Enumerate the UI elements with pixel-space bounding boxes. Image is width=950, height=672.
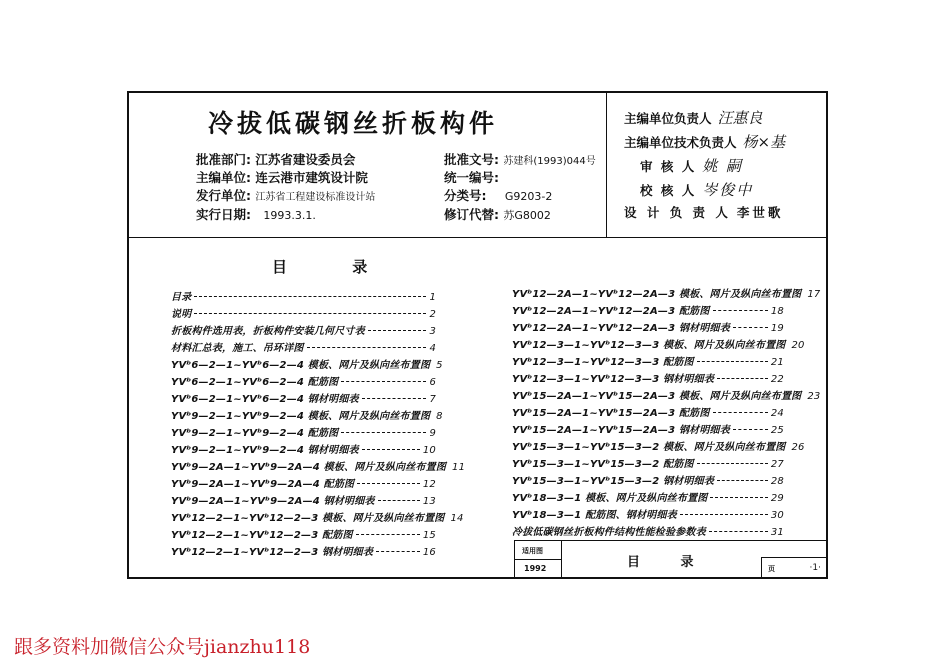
toc-entry-text: YVᵇ12—3—1~YVᵇ12—3—3 钢材明细表 bbox=[512, 374, 715, 385]
toc-entry-text: YVᵇ12—2—1~YVᵇ12—2—3 配筋图 bbox=[171, 530, 353, 541]
toc-entry-page: 31 bbox=[770, 527, 784, 538]
toc-entry-text: YVᵇ9—2A—1~YVᵇ9—2A—4 模板、网片及纵向丝布置图 bbox=[171, 462, 447, 473]
toc-entry-text: YVᵇ15—3—1~YVᵇ15—3—2 模板、网片及纵向丝布置图 bbox=[512, 442, 786, 453]
toc-entry-page: 1 bbox=[429, 292, 436, 303]
toc-entry bbox=[171, 373, 436, 388]
toc-leader bbox=[697, 463, 768, 464]
toc-entry bbox=[512, 523, 784, 538]
resp-chief-unit: 主编单位负责人 汪惠良 bbox=[624, 109, 763, 127]
resp-designer: 设 计 负 责 人 李世歌 bbox=[624, 205, 784, 220]
toc-entry bbox=[171, 526, 436, 541]
toc-entry-page: 21 bbox=[770, 357, 784, 368]
toc-entry bbox=[171, 407, 443, 422]
toc-entry bbox=[171, 492, 436, 507]
toc-entry bbox=[171, 390, 436, 405]
toc-entry-text: 说明 bbox=[171, 309, 192, 320]
chief-editor-unit: 主编单位: 连云港市建筑设计院 bbox=[196, 170, 368, 185]
toc-leader bbox=[733, 327, 768, 328]
toc-entry-text: 折板构件选用表，折板构件安装几何尺寸表 bbox=[171, 326, 365, 337]
toc-leader bbox=[194, 313, 426, 314]
toc-entry-text: YVᵇ12—3—1~YVᵇ12—3—3 配筋图 bbox=[512, 357, 694, 368]
toc-entry-page: 19 bbox=[770, 323, 784, 334]
toc-leader bbox=[378, 500, 420, 501]
toc-entry-page: 6 bbox=[429, 377, 436, 388]
title-block bbox=[514, 540, 827, 578]
toc-entry-text: YVᵇ12—2A—1~YVᵇ12—2A—3 模板、网片及纵向丝布置图 bbox=[512, 289, 802, 300]
toc-leader bbox=[713, 310, 768, 311]
title-block-name: 目 录 bbox=[627, 555, 712, 570]
toc-leader bbox=[680, 514, 768, 515]
toc-entry-page: 2 bbox=[429, 309, 436, 320]
toc-entry bbox=[512, 472, 784, 487]
toc-leader bbox=[717, 378, 768, 379]
signature: 岑俊中 bbox=[702, 181, 754, 199]
toc-leader bbox=[697, 361, 768, 362]
toc-entry-text: YVᵇ12—2A—1~YVᵇ12—2A—3 钢材明细表 bbox=[512, 323, 730, 334]
toc-entry-text: YVᵇ6—2—1~YVᵇ6—2—4 模板、网片及纵向丝布置图 bbox=[171, 360, 431, 371]
toc-entry-page: 20 bbox=[791, 340, 805, 351]
toc-entry-page: 15 bbox=[422, 530, 436, 541]
toc-entry bbox=[512, 302, 784, 317]
toc-entry bbox=[171, 305, 436, 320]
toc-entry-text: YVᵇ15—3—1~YVᵇ15—3—2 钢材明细表 bbox=[512, 476, 715, 487]
toc-leader bbox=[710, 497, 767, 498]
toc-entry-text: YVᵇ12—3—1~YVᵇ12—3—3 模板、网片及纵向丝布置图 bbox=[512, 340, 786, 351]
toc-entry-text: 材料汇总表，施工、吊环详图 bbox=[171, 343, 304, 354]
toc-entry bbox=[171, 288, 436, 303]
toc-entry-page: 8 bbox=[436, 411, 443, 422]
toc-entry bbox=[171, 543, 436, 558]
toc-entry bbox=[512, 489, 784, 504]
toc-entry bbox=[171, 339, 436, 354]
toc-entry-page: 22 bbox=[770, 374, 784, 385]
toc-leader bbox=[356, 534, 420, 535]
toc-entry-text: 目录 bbox=[171, 292, 192, 303]
title-block-page-label: 页 bbox=[768, 565, 775, 573]
toc-entry-text: YVᵇ6—2—1~YVᵇ6—2—4 配筋图 bbox=[171, 377, 339, 388]
classification-number: 分类号: G9203-2 bbox=[444, 188, 553, 203]
toc-entry-page: 23 bbox=[807, 391, 821, 402]
toc-leader bbox=[341, 381, 426, 382]
signature: 李世歌 bbox=[736, 205, 784, 220]
toc-entry bbox=[171, 475, 436, 490]
publisher-unit: 发行单位: 江苏省工程建设标准设计站 bbox=[196, 188, 376, 203]
toc-entry-text: YVᵇ9—2—1~YVᵇ9—2—4 钢材明细表 bbox=[171, 445, 359, 456]
toc-entry-page: 30 bbox=[770, 510, 784, 521]
toc-entry-page: 3 bbox=[429, 326, 436, 337]
toc-entry bbox=[512, 370, 784, 385]
revision-replaces: 修订代替: 苏G8002 bbox=[444, 207, 551, 222]
toc-leader bbox=[709, 531, 768, 532]
watermark-text: 跟多资料加微信公众号jianzhu118 bbox=[14, 636, 311, 658]
signature: 汪惠良 bbox=[717, 109, 763, 127]
toc-entry-page: 5 bbox=[436, 360, 443, 371]
toc-leader bbox=[362, 449, 420, 450]
toc-leader bbox=[376, 551, 420, 552]
toc-entry-page: 24 bbox=[770, 408, 784, 419]
toc-entry-page: 9 bbox=[429, 428, 436, 439]
toc-entry bbox=[512, 455, 784, 470]
approval-number: 批准文号: 苏建科(1993)044号 bbox=[444, 152, 596, 167]
toc-entry-page: 26 bbox=[791, 442, 805, 453]
title-block-label-bottom: 1992 bbox=[524, 564, 547, 573]
toc-entry-text: YVᵇ15—2A—1~YVᵇ15—2A—3 模板、网片及纵向丝布置图 bbox=[512, 391, 802, 402]
toc-entry-page: 14 bbox=[450, 513, 464, 524]
toc-entry-text: YVᵇ9—2A—1~YVᵇ9—2A—4 钢材明细表 bbox=[171, 496, 375, 507]
toc-entry-text: YVᵇ9—2—1~YVᵇ9—2—4 配筋图 bbox=[171, 428, 339, 439]
toc-entry-page: 25 bbox=[770, 425, 784, 436]
toc-entry bbox=[512, 438, 805, 453]
toc-entry bbox=[171, 356, 443, 371]
toc-entry-text: YVᵇ12—2—1~YVᵇ12—2—3 钢材明细表 bbox=[171, 547, 374, 558]
toc-entry bbox=[512, 285, 821, 300]
toc-entry bbox=[512, 319, 784, 334]
toc-entry bbox=[512, 404, 784, 419]
toc-entry-page: 17 bbox=[807, 289, 821, 300]
toc-entry-text: YVᵇ15—3—1~YVᵇ15—3—2 配筋图 bbox=[512, 459, 694, 470]
toc-entry bbox=[512, 336, 805, 351]
toc-leader bbox=[357, 483, 420, 484]
toc-entry-page: 18 bbox=[770, 306, 784, 317]
toc-entry bbox=[512, 506, 784, 521]
toc-entry-text: YVᵇ18—3—1 配筋图、钢材明细表 bbox=[512, 510, 677, 521]
toc-leader bbox=[194, 296, 426, 297]
title-block-label-top: 适用图 bbox=[522, 547, 543, 555]
toc-leader bbox=[362, 398, 427, 399]
toc-entry-page: 13 bbox=[422, 496, 436, 507]
toc-entry bbox=[171, 322, 436, 337]
toc-entry-text: YVᵇ9—2A—1~YVᵇ9—2A—4 配筋图 bbox=[171, 479, 355, 490]
header-column-divider bbox=[606, 91, 607, 237]
toc-entry-text: YVᵇ18—3—1 模板、网片及纵向丝布置图 bbox=[512, 493, 708, 504]
toc-entry bbox=[512, 421, 784, 436]
signature: 杨×基 bbox=[742, 133, 786, 151]
header-divider bbox=[127, 237, 828, 238]
toc-entry bbox=[171, 458, 466, 473]
toc-entry-page: 12 bbox=[422, 479, 436, 490]
toc-entry bbox=[512, 387, 821, 402]
toc-entry-page: 27 bbox=[770, 459, 784, 470]
toc-title: 目 录 bbox=[272, 258, 398, 276]
toc-entry-page: 11 bbox=[452, 462, 466, 473]
toc-entry-page: 29 bbox=[770, 493, 784, 504]
resp-checker: 校 核 人 岑俊中 bbox=[640, 181, 754, 199]
toc-entry-text: YVᵇ15—2A—1~YVᵇ15—2A—3 钢材明细表 bbox=[512, 425, 730, 436]
toc-entry bbox=[171, 424, 436, 439]
toc-leader bbox=[717, 480, 768, 481]
toc-entry-page: 16 bbox=[422, 547, 436, 558]
toc-leader bbox=[341, 432, 426, 433]
toc-entry bbox=[512, 353, 784, 368]
toc-entry-text: YVᵇ9—2—1~YVᵇ9—2—4 模板、网片及纵向丝布置图 bbox=[171, 411, 431, 422]
toc-entry-page: 28 bbox=[770, 476, 784, 487]
toc-entry-text: 冷拔低碳钢丝折板构件结构性能检验参数表 bbox=[512, 527, 706, 538]
toc-entry-text: YVᵇ6—2—1~YVᵇ6—2—4 钢材明细表 bbox=[171, 394, 359, 405]
toc-entry bbox=[171, 441, 436, 456]
toc-leader bbox=[368, 330, 427, 331]
signature: 姚 嗣 bbox=[702, 157, 743, 175]
toc-entry bbox=[171, 509, 464, 524]
effective-date: 实行日期: 1993.3.1. bbox=[196, 207, 316, 222]
toc-entry-text: YVᵇ15—2A—1~YVᵇ15—2A—3 配筋图 bbox=[512, 408, 710, 419]
toc-entry-text: YVᵇ12—2—1~YVᵇ12—2—3 模板、网片及纵向丝布置图 bbox=[171, 513, 445, 524]
title-block-page: ·1· bbox=[809, 563, 821, 573]
approval-dept: 批准部门: 江苏省建设委员会 bbox=[196, 152, 356, 167]
toc-entry-page: 10 bbox=[422, 445, 436, 456]
resp-reviewer: 审 核 人 姚 嗣 bbox=[640, 157, 743, 175]
toc-leader bbox=[713, 412, 768, 413]
toc-entry-page: 7 bbox=[429, 394, 436, 405]
toc-leader bbox=[307, 347, 427, 348]
resp-tech: 主编单位技术负责人 杨×基 bbox=[624, 133, 786, 151]
unified-number: 统一编号: bbox=[444, 170, 499, 185]
toc-entry-page: 4 bbox=[429, 343, 436, 354]
page-title: 冷拔低碳钢丝折板构件 bbox=[208, 109, 499, 138]
toc-leader bbox=[733, 429, 768, 430]
toc-entry-text: YVᵇ12—2A—1~YVᵇ12—2A—3 配筋图 bbox=[512, 306, 710, 317]
